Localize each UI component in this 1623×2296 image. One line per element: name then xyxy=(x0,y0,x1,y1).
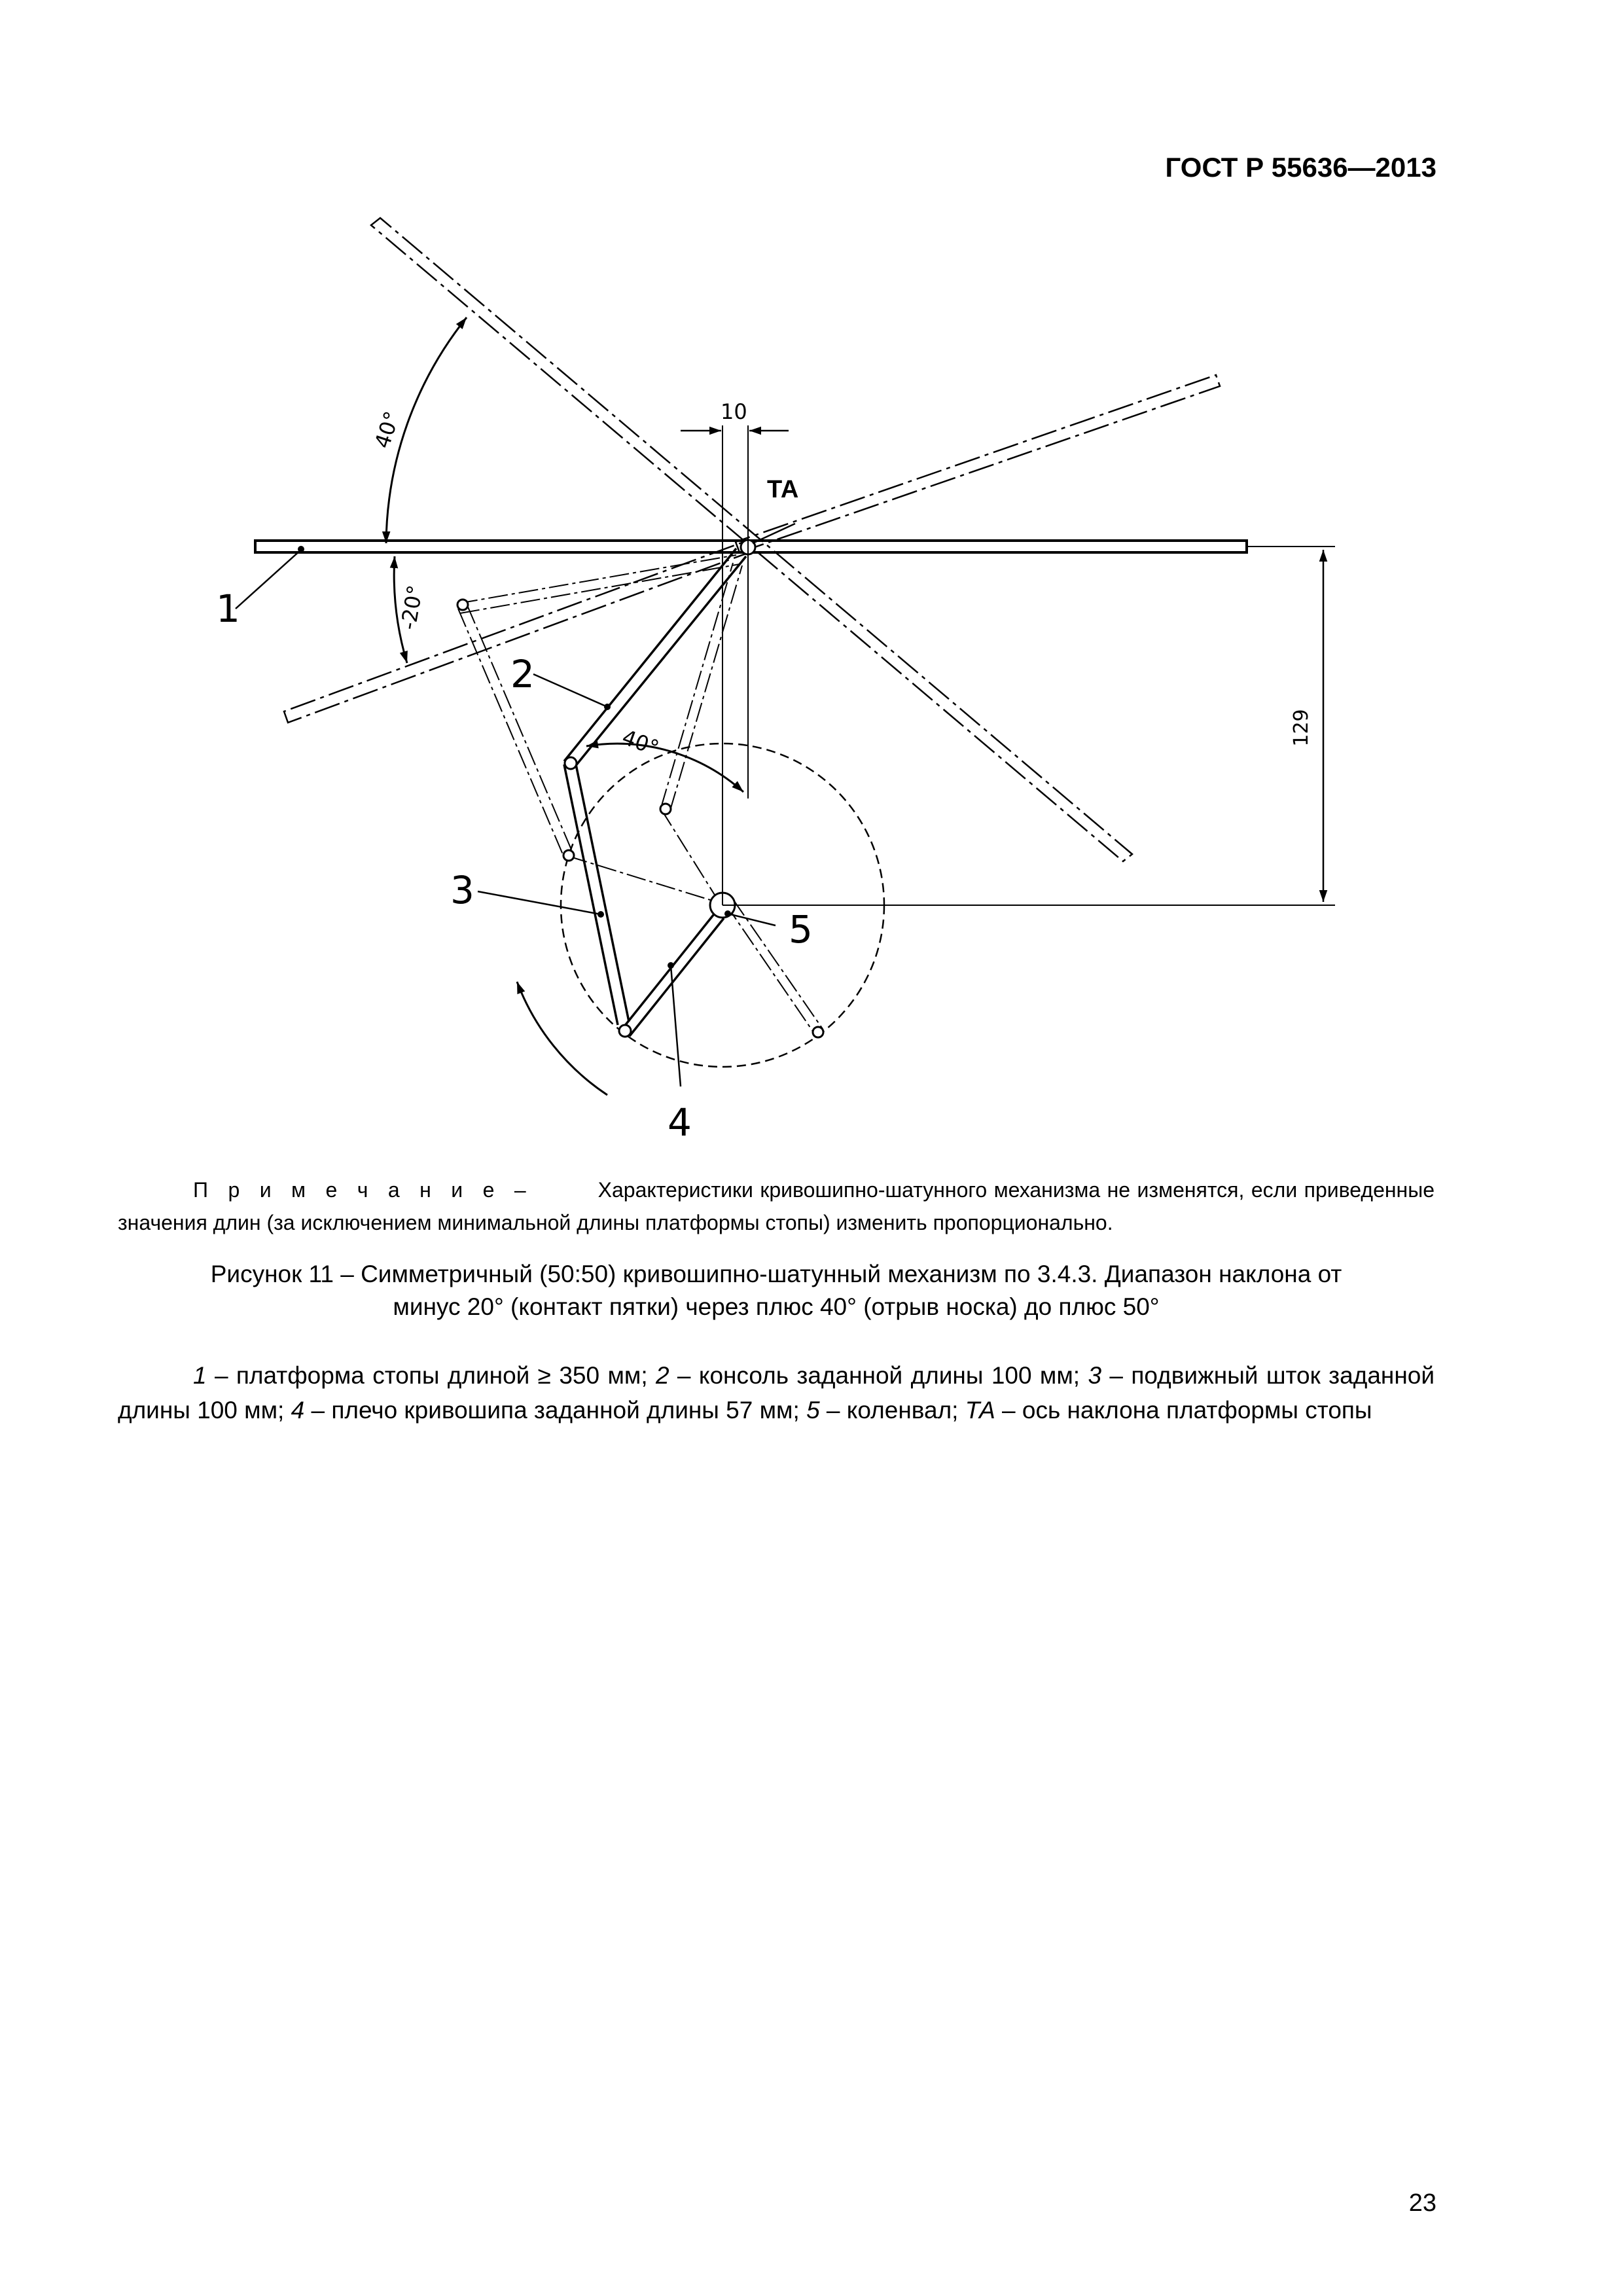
figure-legend xyxy=(118,1358,1435,1427)
links-solid xyxy=(564,548,746,1036)
angle-40-label: 40° xyxy=(369,408,405,452)
legend-num: 1 xyxy=(193,1362,207,1389)
dim-129-label: 129 xyxy=(1290,709,1313,747)
legend-num: 4 xyxy=(291,1397,305,1424)
caption-line-2: минус 20° (контакт пятки) через плюс 40° (отрыв носка) до плюс 50° xyxy=(393,1293,1160,1320)
callout-5: 5 xyxy=(789,907,813,952)
caption-line-1: Рисунок 11 – Симметричный (50:50) кривошипно-шатунный механизм по 3.4.3. Диапазон наклона от xyxy=(210,1261,1342,1287)
arc-link-40 xyxy=(586,744,743,792)
note-label: П р и м е ч а н и е – xyxy=(193,1178,533,1202)
rod-link xyxy=(564,764,618,1025)
note-text: Характеристики кривошипно-шатунного механизма не изменятся, если приведенные значения длин (за исключением минимальной длины платформы стопы) изменить пропорционально. xyxy=(118,1178,1435,1234)
legend-num: 3 xyxy=(1088,1362,1102,1389)
callout-3: 3 xyxy=(450,868,474,912)
legend-text: – ось наклона платформы стопы xyxy=(995,1397,1372,1424)
legend-text: – коленвал; xyxy=(819,1397,965,1424)
leaders xyxy=(236,524,795,1086)
rotation-arrow xyxy=(517,982,607,1095)
callout-4: 4 xyxy=(668,1100,692,1145)
dim-10-label: 10 xyxy=(721,399,747,424)
callout-2: 2 xyxy=(510,652,535,696)
legend-text: – платформа стопы длиной ≥ 350 мм; xyxy=(206,1362,656,1389)
document-header: ГОСТ Р 55636—2013 xyxy=(1165,152,1436,183)
legend-text: – плечо кривошипа заданной длины 57 мм; xyxy=(304,1397,807,1424)
figure-caption xyxy=(118,1258,1435,1323)
page-number: 23 xyxy=(1408,2189,1436,2217)
legend-num: ТА xyxy=(965,1397,995,1424)
pivots xyxy=(457,540,823,1037)
legend-num: 5 xyxy=(806,1397,820,1424)
ta-label: ТА xyxy=(767,476,799,503)
legend-num: 2 xyxy=(655,1362,669,1389)
callout-1: 1 xyxy=(216,586,240,631)
crank-link xyxy=(622,912,716,1030)
figure-note xyxy=(118,1174,1435,1239)
angle-minus20-label: -20° xyxy=(395,583,428,632)
angle-link-label: 40° xyxy=(618,725,662,761)
legend-text: – подвижный шток заданной длины 100 мм; xyxy=(118,1362,1435,1424)
legend-text: – консоль заданной длины 100 мм; xyxy=(669,1362,1088,1389)
